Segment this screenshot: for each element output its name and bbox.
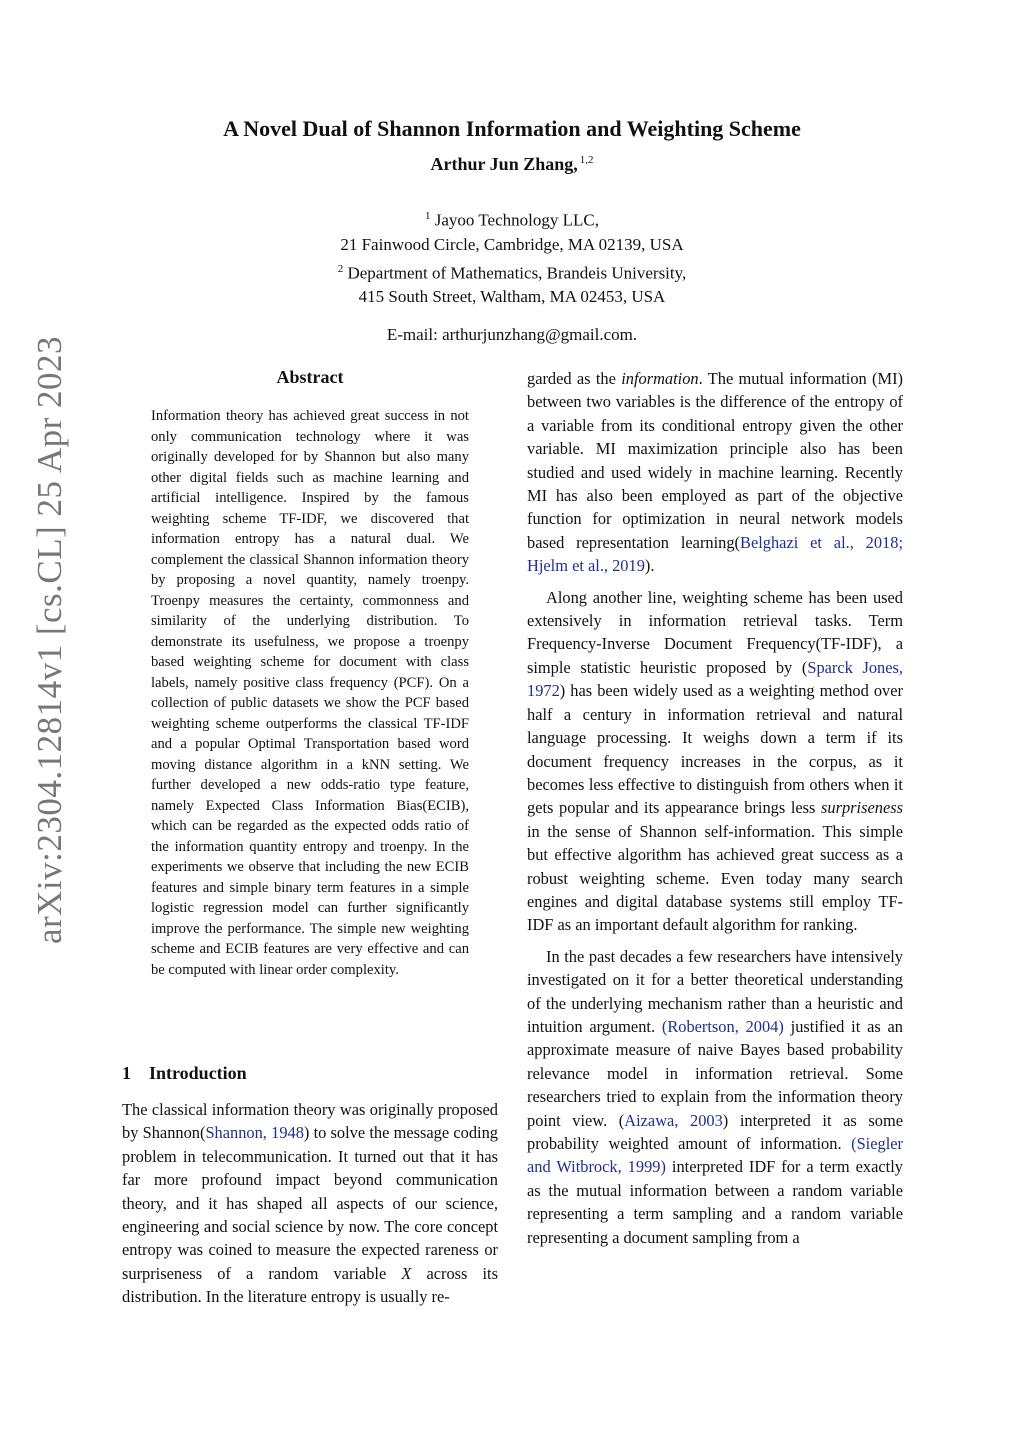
text-run: across its distribution. In the literature entropy is usually re-	[122, 1263, 498, 1307]
text-run: ) interpreted it as some probability weighted amount of information.	[527, 1110, 903, 1153]
abstract-text: Information theory has achieved great success in not only communication technology where it was originally developed for by Shannon but also many other digital fields such as machine learning and artificial intelligence. Inspired by the famous weighting scheme TF-IDF, we discovered that information entropy has a natural dual. We complement the classical Shannon information theory by proposing a novel quantity, namely troenpy. Troenpy measures the certainty, commonness and similarity of the underlying distribution. To demonstrate its usefulness, we propose a troenpy based weighting scheme for document with class labels, namely positive class frequency (PCF). On a collection of public datasets we show the PCF based weighting scheme outperforms the classical TF-IDF and a popular Optimal Transportation based word moving distance algorithm in a kNN setting. We further developed a new odds-ratio type feature, namely Expected Class Information Bias(ECIB), which can be regarded as the expected odds ratio of the information quantity entropy and troenpy. In the experiments we observe that including the new ECIB features and simple binary term features in a simple logistic regression model can further significantly improve the performance. The simple new weighting scheme and ECIB features are very effective and can be computed with linear order complexity.	[151, 408, 469, 978]
text-run: ) to solve the message coding problem in telecommunication. It turned out that it has far more profound impact beyond communication theory, and it has shaped all aspects of our science, engineering and social science by now. The core concept entropy was coined to measure the expected rareness or surpriseness of a random variable	[122, 1123, 498, 1283]
affil-line-3: Department of Mathematics, Brandeis University,	[347, 263, 687, 283]
text-run: interpreted IDF for a term exactly as the mutual information between a random variable representing a term sampling and a random variable representing a document sampling from a	[527, 1157, 903, 1247]
affiliation-2	[0, 257, 1024, 286]
text-run: Along another line, weighting scheme has been used extensively in information retrieval tasks. Term Frequency-Inverse Document Frequency(TF-IDF), a simple statistic heuristic proposed by (	[527, 587, 903, 677]
section-heading-introduction	[122, 1063, 247, 1084]
paper-title: A Novel Dual of Shannon Information and Weighting Scheme	[223, 116, 801, 141]
right-paragraph-1	[527, 367, 903, 578]
author-line	[0, 154, 1024, 175]
abstract-heading: Abstract	[276, 367, 344, 387]
section-title: Introduction	[149, 1063, 247, 1083]
section-number: 1	[122, 1063, 131, 1083]
citation-link[interactable]: (Robertson, 2004)	[661, 1016, 784, 1036]
arxiv-id-text: arXiv:2304.12814v1 [cs.CL] 25 Apr 2023	[30, 335, 70, 945]
affil-line-1: Jayoo Technology LLC,	[434, 210, 599, 230]
math-variable: X	[401, 1263, 412, 1283]
emphasis: information	[621, 369, 699, 388]
right-paragraph-3	[527, 945, 903, 1249]
affiliations	[0, 204, 1024, 309]
right-paragraph-2	[527, 586, 903, 937]
affiliation-2-address: 415 South Street, Waltham, MA 02453, USA	[358, 287, 666, 307]
citation-link[interactable]: Belghazi et al., 2018	[740, 532, 899, 552]
citation-link[interactable]: Hjelm et al., 2019	[527, 556, 645, 576]
citation-link[interactable]: Sparck Jones, 1972	[527, 657, 903, 701]
email-line: E-mail: arthurjunzhang@gmail.com.	[386, 325, 638, 344]
citation-separator: ;	[898, 532, 904, 552]
text-run: The classical information theory was originally proposed by Shannon(	[122, 1100, 498, 1143]
author-name: Arthur Jun Zhang,	[430, 154, 578, 174]
text-run: in the sense of Shannon self-information. This simple but effective algorithm has achieved great success as a robust weighting scheme. Even today many search engines and digital database systems still employ TF-IDF as an important default algorithm for ranking.	[527, 821, 903, 935]
affiliation-1	[0, 204, 1024, 233]
affil-mark-2: 2	[337, 262, 344, 275]
right-column	[527, 367, 903, 1257]
affiliation-1-address: 21 Fainwood Circle, Cambridge, MA 02139, USA	[340, 234, 684, 254]
citation-link[interactable]: Aizawa, 2003	[624, 1110, 723, 1130]
text-run: In the past decades a few researchers have intensively investigated on it for a better theoretical understanding of the underlying mechanism rather than a heuristic and intuition argument.	[527, 946, 903, 1036]
citation-link[interactable]: Shannon, 1948	[205, 1123, 304, 1143]
citation-link[interactable]: (Siegler and Witbrock, 1999)	[527, 1134, 903, 1177]
text-run: ) has been widely used as a weighting method over half a century in information retrieval and natural language processing. It weighs down a term if its document frequency increases in the corpus, as it becomes less effective to distinguish from others when it gets popular and its appearance brings less	[527, 681, 903, 818]
author-affil-marks: 1,2	[579, 154, 594, 166]
text-run: . The mutual information (MI) between two variables is the difference of the entropy of a variable from its conditional entropy given the other variable. MI maximization principle also has been studied and used widely in machine learning. Recently MI has also been employed as part of the objective function for optimization in neural network models based representation learning(	[527, 369, 903, 552]
affil-mark-1: 1	[425, 210, 431, 222]
intro-paragraph-1	[122, 1098, 498, 1309]
emphasis: surpriseness	[821, 798, 903, 818]
text-run: garded as the	[527, 369, 622, 388]
text-run: ).	[644, 556, 655, 576]
arxiv-stamp	[20, 220, 80, 1060]
text-run: justified it as an approximate measure of naive Bayes based probability relevance model in information retrieval. Some researchers tried to explain from the information theory point view. (	[527, 1016, 903, 1130]
